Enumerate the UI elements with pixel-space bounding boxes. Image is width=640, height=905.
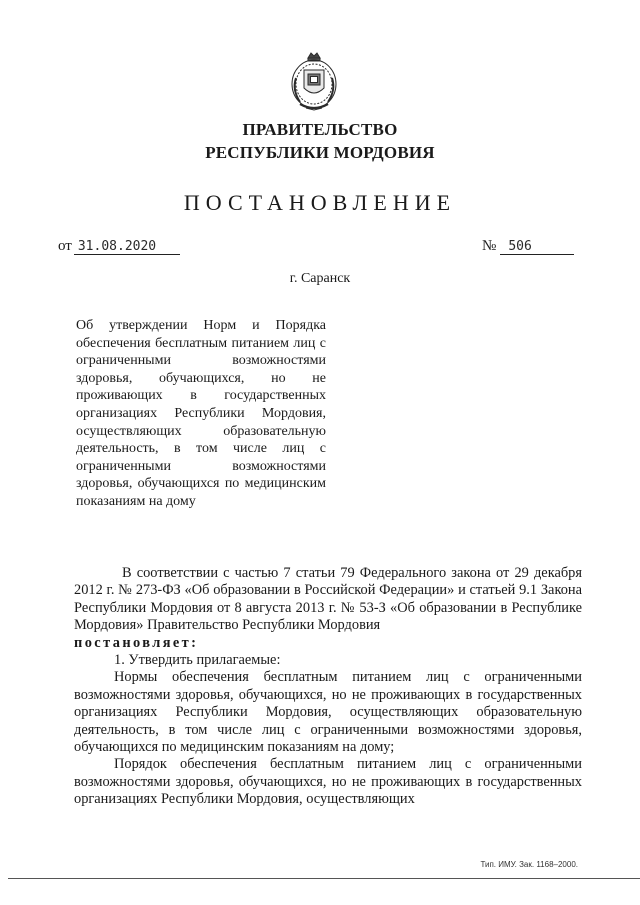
city-name: г. Саранск bbox=[289, 271, 351, 286]
organization-name-line1: ПРАВИТЕЛЬСТВО bbox=[242, 120, 398, 139]
document-number bbox=[482, 238, 574, 255]
norms-paragraph: Нормы обеспечения бесплатным питанием лиц с ограниченными возможностями здоровья, обучающихся, но не проживающих в государственных организациях Республики Мордовия, осуществляющих образовательную деятельность, в том числе лиц с ограниченными возможностями здоровья, обучающихся по медицинским показаниям на дому; bbox=[74, 669, 582, 756]
print-code: Тип. ИМУ. Зак. 1168–2000. bbox=[480, 860, 578, 869]
procedure-paragraph: Порядок обеспечения бесплатным питанием лиц с ограниченными возможностями здоровья, обучающихся, но не проживающих в государственных организациях Республики Мордовия, осуществляющих bbox=[74, 756, 582, 808]
date-value: 31.08.2020 bbox=[74, 239, 180, 255]
preamble-paragraph: В соответствии с частью 7 статьи 79 Федерального закона от 29 декабря 2012 г. № 273-ФЗ «Об образовании в Российской Федерации» и статьей 9.1 Закона Республики Мордовия от 8 августа 2013 г. № 53-З «Об образовании в Республике Мордовия» Правительство Республики Мордовия bbox=[74, 565, 582, 634]
document-body bbox=[74, 565, 582, 809]
coat-of-arms-icon bbox=[286, 50, 342, 114]
bottom-divider bbox=[8, 878, 640, 879]
organization-name-line2: РЕСПУБЛИКИ МОРДОВИЯ bbox=[205, 143, 435, 162]
document-type-title: ПОСТАНОВЛЕНИЕ bbox=[183, 190, 457, 215]
subject-title: Об утверждении Норм и Порядка обеспечения бесплатным питанием лиц с ограниченными возможностями здоровья, обучающихся, но не проживающих в государственных организациях Республики Мордовия, осуществляющих образовательную деятельность, в том числе лиц с ограниченными возможностями здоровья, обучающихся по медицинским показаниям на дому bbox=[76, 318, 326, 509]
date-prefix: от bbox=[58, 238, 72, 254]
number-prefix: № bbox=[482, 238, 497, 254]
number-value: 506 bbox=[500, 239, 574, 255]
item-1: 1. Утвердить прилагаемые: bbox=[114, 652, 281, 669]
document-date bbox=[58, 238, 180, 255]
resolves-keyword: постановляет: bbox=[74, 634, 199, 651]
